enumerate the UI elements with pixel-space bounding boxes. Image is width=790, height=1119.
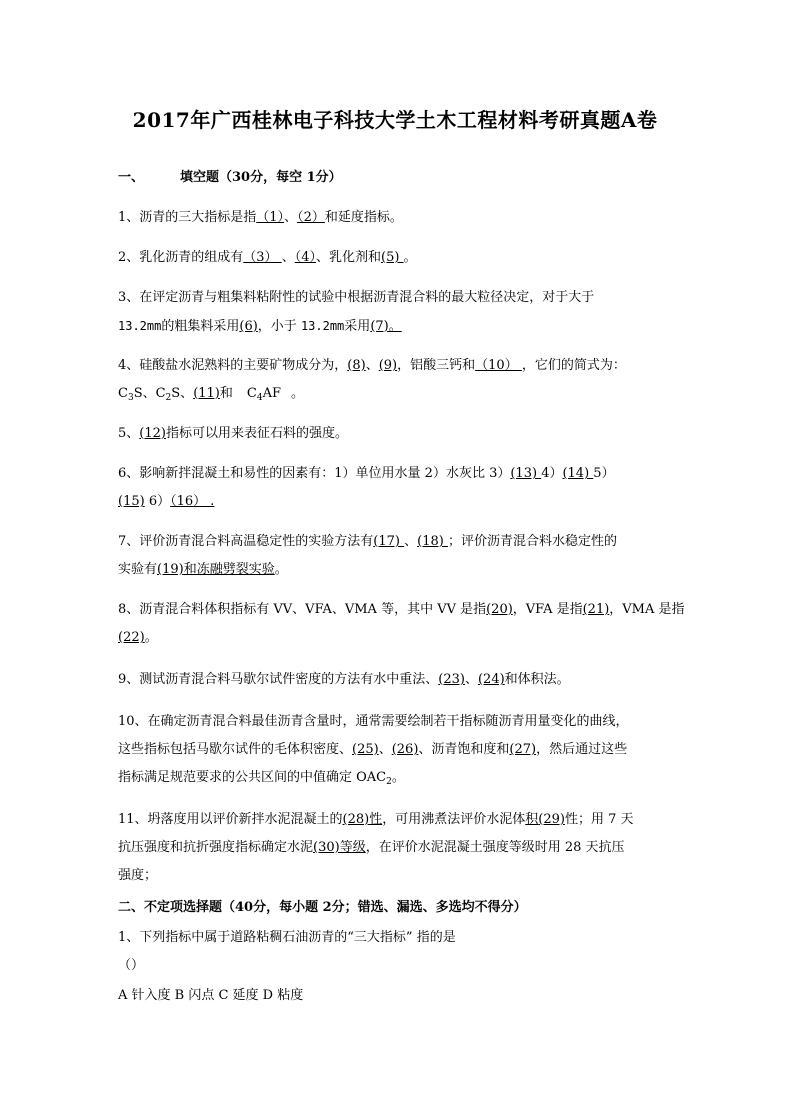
question-1 xyxy=(118,208,403,228)
text-segment: (25) xyxy=(352,742,379,757)
text-segment: 指标可以用来表征石料的强度。 xyxy=(165,426,348,441)
text-segment: 。 xyxy=(144,630,158,645)
question-11-line-3: 强度； xyxy=(118,868,158,883)
text-segment: 、 xyxy=(404,534,418,549)
text-segment: ，可用沸煮法评价水泥体 xyxy=(382,812,526,827)
text-segment: (14) xyxy=(562,466,594,481)
text-segment: 、 xyxy=(464,672,478,687)
text-segment: (24) xyxy=(477,672,505,687)
text-segment: 7、评价沥青混合料高温稳定性的实验方法有 xyxy=(118,534,374,549)
text-segment: (7)。 xyxy=(370,319,402,334)
text-segment: 。 xyxy=(274,562,288,577)
text-segment: 实验有 xyxy=(118,562,158,577)
text-segment: (28)性 xyxy=(342,812,383,827)
text-segment: (6) xyxy=(239,319,258,334)
text-segment: 积 xyxy=(525,812,539,827)
text-segment: ，它们的简式为： xyxy=(521,358,626,373)
question-2 xyxy=(118,248,417,268)
text-segment: （1） xyxy=(256,210,285,225)
text-segment: (22) xyxy=(118,630,145,645)
text-segment: (12) xyxy=(139,426,166,441)
text-segment: 11、坍落度用以评价新拌水泥混凝土的 xyxy=(118,812,343,827)
text-segment: (20) xyxy=(486,602,513,617)
question-10-line-3 xyxy=(118,768,405,792)
text-segment: 9、测试沥青混合料马歇尔试件密度的方法有水中重法、 xyxy=(118,672,439,687)
text-segment: 5） xyxy=(593,466,615,481)
question-8-line-1 xyxy=(118,600,685,620)
text-segment: (27) xyxy=(509,742,537,757)
text-segment: (5) xyxy=(381,250,404,265)
text-segment: 6、影响新拌混凝土和易性的因素有：1）单位用水量 2）水灰比 3） xyxy=(118,466,511,481)
text-segment: 。 xyxy=(291,386,305,401)
text-segment: 13.2mm xyxy=(300,319,345,333)
text-segment: 5、 xyxy=(118,426,140,441)
text-segment: (19) xyxy=(157,562,184,577)
text-segment: ，VFA 是指 xyxy=(512,602,583,617)
text-segment: (26) xyxy=(391,742,419,757)
text-segment: ，VMA 是指 xyxy=(609,602,685,617)
text-segment: 的粗集料采用 xyxy=(161,319,240,334)
text-segment: AF xyxy=(262,386,281,401)
text-segment: 8、沥青混合料体积指标有 VV、VFA、VMA 等，其中 VV 是指 xyxy=(118,602,487,617)
text-segment: 和冻融劈裂实验 xyxy=(183,562,275,577)
text-segment: (17) xyxy=(373,534,405,549)
question-8-line-2 xyxy=(118,628,158,648)
text-segment: （3） xyxy=(243,250,282,265)
text-segment: 、沥青饱和度和 xyxy=(418,742,510,757)
mc-question-1-answer-parens: （） xyxy=(118,958,145,973)
text-segment: 、 xyxy=(378,742,392,757)
question-10-line-1: 10、在确定沥青混合料最佳沥青含量时，通常需要绘制若干指标随沥青用量变化的曲线， xyxy=(118,714,629,729)
text-segment: 4 xyxy=(256,393,263,403)
text-segment: 2、乳化沥青的组成有 xyxy=(118,250,244,265)
text-segment: ，然后通过这些 xyxy=(536,742,628,757)
text-segment: C xyxy=(118,386,128,401)
question-7-line-1 xyxy=(118,532,617,552)
text-segment: （2） xyxy=(297,210,325,225)
text-segment: 填空题（30分，每空 1分） xyxy=(180,170,342,185)
text-segment: ，小于 xyxy=(257,319,301,334)
text-segment: (30)等级 xyxy=(313,840,366,855)
text-segment: ；评价沥青混合料水稳定性的 xyxy=(447,534,617,549)
text-segment: (15) xyxy=(118,494,145,509)
mc-question-1-options: A 针入度 B 闪点 C 延度 D 粘度 xyxy=(118,988,304,1003)
text-segment: 和 xyxy=(219,386,233,401)
text-segment: 和延度指标。 xyxy=(324,210,403,225)
text-segment: (21) xyxy=(582,602,610,617)
text-segment: 、乳化剂和 xyxy=(315,250,381,265)
question-6-line-1 xyxy=(118,464,615,484)
text-segment: S、C xyxy=(133,386,166,401)
text-segment: 1、沥青的三大指标是指 xyxy=(118,210,257,225)
question-3-line-1: 3、在评定沥青与粗集料粘附性的试验中根据沥青混合料的最大粒径决定，对于大于 xyxy=(118,290,595,305)
document-title: 2017年广西桂林电子科技大学土木工程材料考研真题A卷 xyxy=(132,108,658,132)
text-segment: (29) xyxy=(538,812,565,827)
text-segment: (23) xyxy=(438,672,465,687)
question-5 xyxy=(118,424,348,444)
text-segment: (8) xyxy=(347,358,366,373)
question-3-line-2 xyxy=(118,316,402,337)
text-segment: S、 xyxy=(171,386,194,401)
text-segment: C xyxy=(246,386,257,401)
section-1-heading xyxy=(118,168,342,188)
text-segment: （16） . xyxy=(170,494,215,509)
text-segment: 4） xyxy=(541,466,563,481)
text-segment: (18) xyxy=(417,534,448,549)
text-segment: 4、硅酸盐水泥熟料的主要矿物成分为， xyxy=(118,358,348,373)
text-segment: 、 xyxy=(284,210,298,225)
text-segment: 。 xyxy=(391,770,405,785)
question-11-line-1 xyxy=(118,810,634,830)
text-segment: 和体积法。 xyxy=(504,672,570,687)
text-segment: 6） xyxy=(144,494,171,509)
text-segment: 一、 xyxy=(118,170,145,185)
text-segment: 3 xyxy=(127,393,134,403)
question-9 xyxy=(118,670,570,690)
text-segment: （10） xyxy=(475,358,522,373)
text-segment: 2 xyxy=(165,393,172,403)
text-segment: （4） xyxy=(294,250,316,265)
text-segment: 13.2mm xyxy=(118,319,162,333)
section-2-heading: 二、不定项选择题（40分，每小题 2分；错选、漏选、多选均不得分） xyxy=(118,900,527,915)
text-segment: (9) xyxy=(378,358,398,373)
question-6-line-2 xyxy=(118,492,214,512)
text-segment: (13) xyxy=(510,466,542,481)
text-segment: 、 xyxy=(365,358,379,373)
text-segment: 抗压强度和抗折强度指标确定水泥 xyxy=(118,840,314,855)
text-segment: 指标满足规范要求的公共区间的中值确定 OAC xyxy=(118,770,387,785)
question-10-line-2 xyxy=(118,740,627,760)
question-4-line-2 xyxy=(118,384,304,408)
text-segment: (11) xyxy=(193,386,220,401)
text-segment: ，铝酸三钙和 xyxy=(397,358,476,373)
text-segment: 采用 xyxy=(344,319,371,334)
text-segment: ，在评价水泥混凝土强度等级时用 28 天抗压 xyxy=(365,840,625,855)
question-7-line-2 xyxy=(118,560,288,580)
mc-question-1: 1、下列指标中属于道路粘稠石油沥青的“三大指标” 指的是 xyxy=(118,930,456,945)
question-4-line-1 xyxy=(118,356,626,376)
text-segment: 这些指标包括马歇尔试件的毛体积密度、 xyxy=(118,742,353,757)
question-11-line-2 xyxy=(118,838,625,858)
text-segment: 、 xyxy=(281,250,295,265)
text-segment: 性；用 7 天 xyxy=(564,812,634,827)
text-segment: 2 xyxy=(386,777,392,787)
text-segment: 。 xyxy=(403,250,417,265)
